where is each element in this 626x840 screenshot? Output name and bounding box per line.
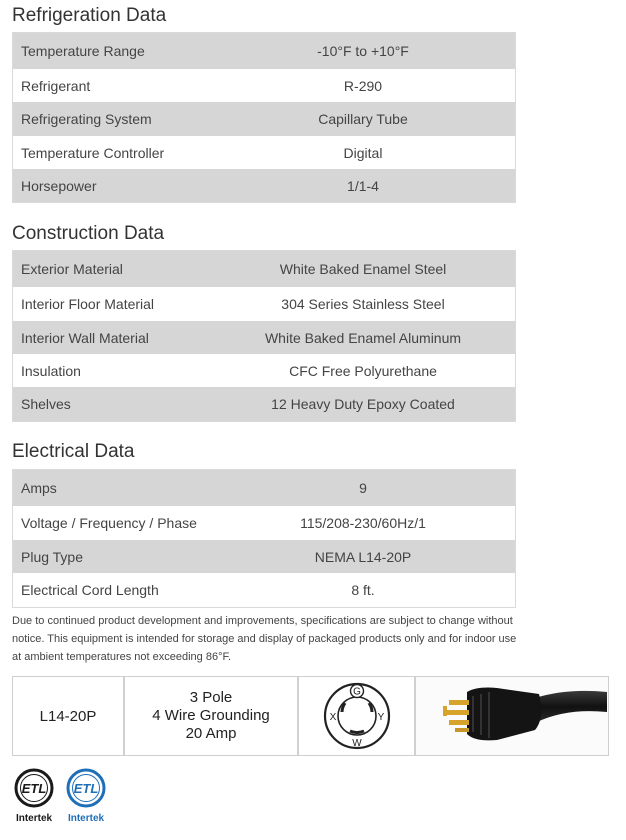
plug-poles: 3 Pole — [189, 689, 233, 706]
spec-value: 12 Heavy Duty Epoxy Coated — [271, 396, 455, 412]
spec-label: Voltage / Frequency / Phase — [21, 515, 197, 531]
plug-image-icon — [417, 678, 607, 754]
table-row — [13, 136, 515, 169]
spec-value: 1/1-4 — [347, 177, 379, 194]
etl-caption: Intertek — [67, 813, 105, 824]
etl-mark: ETL — [73, 781, 99, 796]
etl-caption: Intertek — [15, 813, 53, 824]
spec-value: White Baked Enamel Steel — [279, 261, 447, 277]
pin-w-label: W — [351, 738, 362, 749]
section-title-electrical: Electrical Data — [12, 441, 135, 462]
spec-label: Insulation — [21, 362, 81, 379]
pin-x-label: X — [329, 712, 336, 723]
etl-listed-badge — [10, 768, 58, 831]
plug-code: L14-20P — [13, 677, 125, 755]
etl-mark: ETL — [21, 781, 47, 796]
table-row — [13, 321, 515, 354]
table-row — [13, 506, 515, 540]
disclaimer-note: Due to continued product development and improvements, specifications are subject to change without notice. This equipment is intended for storage and display of packaged products only and for indoor use at ambient temperatures not exceeding 86°F. — [12, 615, 517, 663]
plug-amps: 20 Amp — [185, 725, 237, 742]
table-row — [13, 540, 515, 573]
plug-face-icon — [320, 679, 394, 753]
table-row — [13, 69, 515, 102]
spec-label: Refrigerant — [21, 77, 91, 94]
spec-value: Capillary Tube — [318, 111, 408, 127]
section-title-refrigeration: Refrigeration Data — [12, 5, 167, 26]
spec-label: Shelves — [21, 396, 71, 412]
table-row — [13, 251, 515, 287]
section-title-construction: Construction Data — [12, 223, 165, 244]
table-row — [13, 470, 515, 506]
spec-label: Refrigerating System — [21, 111, 152, 127]
spec-value: 8 ft. — [351, 582, 375, 598]
spec-value: R-290 — [343, 77, 383, 94]
pin-y-label: Y — [377, 712, 384, 723]
electrical-table — [12, 469, 516, 608]
spec-value: -10°F to +10°F — [317, 43, 409, 59]
plug-spec-strip — [12, 676, 609, 756]
spec-label: Plug Type — [21, 548, 84, 565]
plug-face-diagram — [299, 677, 416, 755]
table-row — [13, 33, 515, 69]
spec-value: 115/208-230/60Hz/1 — [300, 515, 426, 531]
spec-label: Temperature Range — [21, 43, 145, 59]
plug-description — [125, 677, 299, 755]
table-row — [13, 287, 515, 321]
etl-sanitation-badge — [62, 768, 110, 831]
spec-label: Temperature Controller — [21, 144, 165, 161]
spec-value: 9 — [359, 480, 367, 496]
spec-label: Interior Floor Material — [21, 296, 155, 312]
spec-label: Electrical Cord Length — [21, 582, 159, 598]
spec-value: Digital — [343, 144, 383, 161]
spec-value: NEMA L14-20P — [314, 548, 412, 565]
table-row — [13, 102, 515, 136]
table-row — [13, 169, 515, 202]
plug-wires: 4 Wire Grounding — [152, 707, 270, 724]
spec-label: Horsepower — [21, 177, 97, 194]
spec-label: Exterior Material — [21, 261, 123, 277]
etl-listed-logo-icon — [10, 768, 58, 826]
spec-value: 304 Series Stainless Steel — [281, 296, 445, 312]
spec-label: Interior Wall Material — [21, 329, 149, 346]
refrigeration-table — [12, 32, 516, 203]
etl-sanitation-logo-icon — [62, 768, 110, 826]
spec-label: Amps — [21, 480, 57, 496]
construction-table — [12, 250, 516, 422]
table-row — [13, 573, 515, 607]
pin-g-label: G — [352, 686, 361, 698]
table-row — [13, 387, 515, 421]
spec-value: CFC Free Polyurethane — [289, 362, 437, 379]
plug-photo — [416, 677, 608, 755]
table-row — [13, 354, 515, 387]
spec-value: White Baked Enamel Aluminum — [264, 329, 462, 346]
